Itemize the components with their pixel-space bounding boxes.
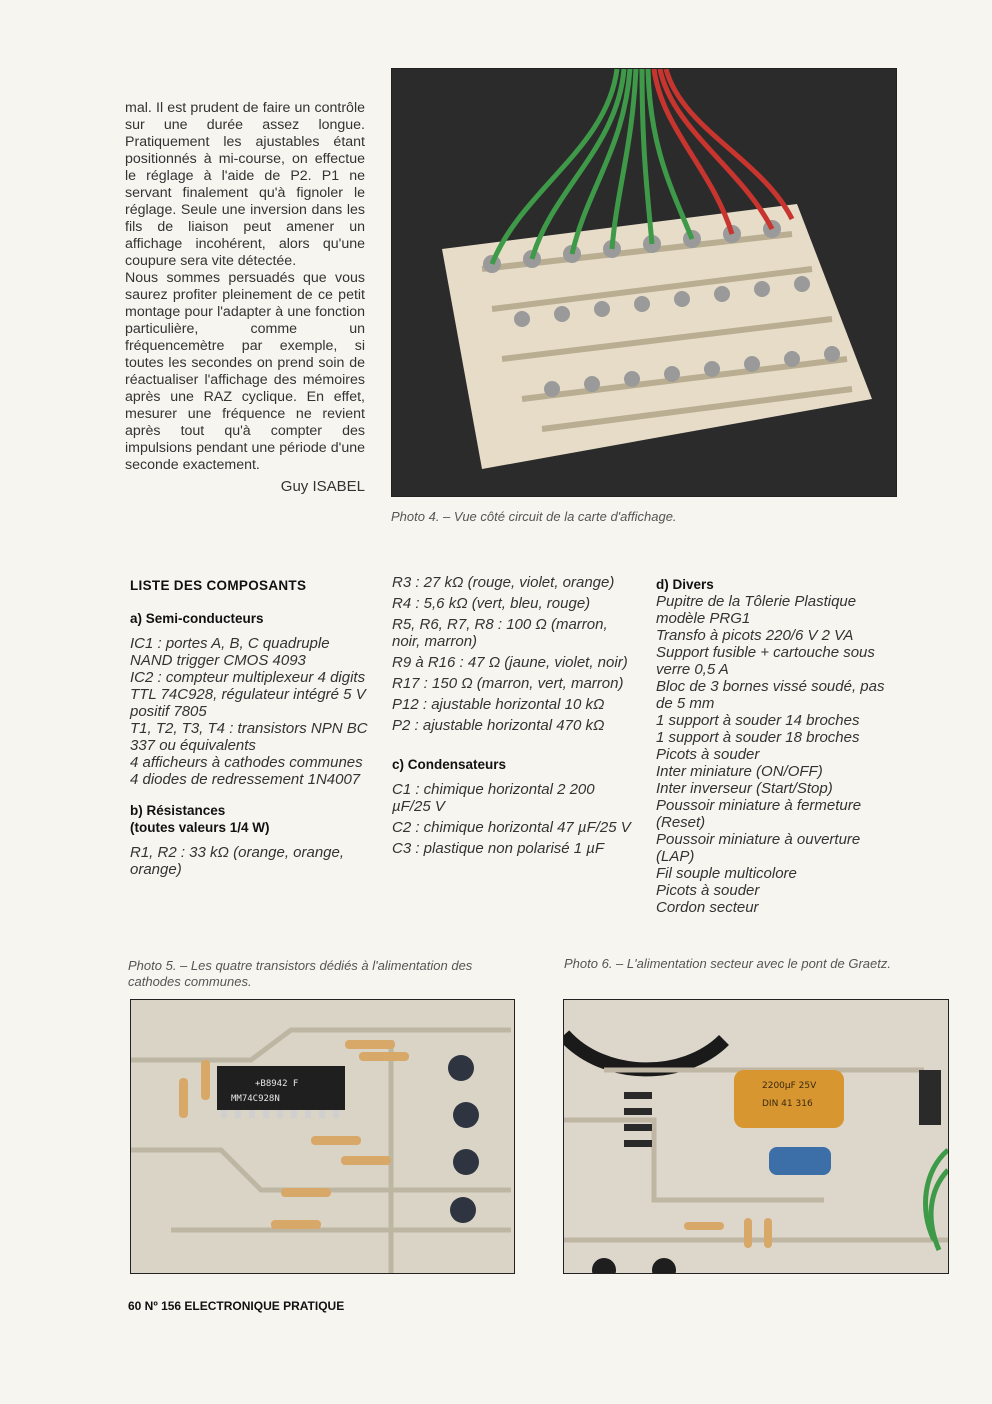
list-item: Cordon secteur — [656, 899, 759, 916]
list-item: R3 : 27 kΩ (rouge, violet, orange) — [392, 574, 615, 591]
list-item: R9 à R16 : 47 Ω (jaune, violet, noir) — [392, 654, 628, 671]
section-a-list — [130, 635, 368, 788]
list-item: R1, R2 : 33 kΩ (orange, orange, orange) — [130, 844, 345, 878]
list-item: R4 : 5,6 kΩ (vert, bleu, rouge) — [392, 595, 591, 612]
photo-6-image — [564, 1000, 948, 1273]
author: Guy ISABEL — [280, 478, 365, 495]
list-item: R5, R6, R7, R8 : 100 Ω (marron, noir, marron) — [392, 616, 608, 650]
components-column-2 — [392, 574, 632, 857]
list-item: Poussoir miniature à ouverture (LAP) — [656, 831, 861, 865]
list-item: Picots à souder — [656, 746, 760, 763]
photo-6 — [563, 999, 949, 1274]
photo-4-image — [392, 69, 896, 496]
list-item: IC2 : compteur multiplexeur 4 digits TTL 74C928, régulateur intégré 5 V positif 7805 — [130, 669, 366, 720]
section-d-list — [656, 593, 898, 916]
photo-6-caption: Photo 6. – L'alimentation secteur avec le pont de Graetz. — [564, 956, 891, 971]
photo-5-image — [131, 1000, 514, 1273]
chip-label-1: +B8942 F — [255, 1079, 299, 1089]
list-item: P12 : ajustable horizontal 10 kΩ — [392, 696, 605, 713]
intro-paragraph-2: Nous sommes persuadés que vous saurez profiter pleinement de ce petit montage pour l'adapter à une fonction particulière, comme un fréquencemètre par exemple, si toutes les secondes on prend soin de réactualiser l'affichage des mémoires après une RAZ cyclique. En effet, mesurer une fréquence ne revient après tout qu'à compter des impulsions pendant une période d'une seconde exactement. — [125, 270, 365, 473]
section-b-title: b) Résistances — [130, 803, 226, 818]
list-item: C2 : chimique horizontal 47 µF/25 V — [392, 819, 631, 836]
list-item: 4 afficheurs à cathodes communes — [130, 754, 363, 771]
list-item: Transfo à picots 220/6 V 2 VA — [656, 627, 854, 644]
list-item: IC1 : portes A, B, C quadruple NAND trigger CMOS 4093 — [130, 635, 330, 669]
list-item: R17 : 150 Ω (marron, vert, marron) — [392, 675, 624, 692]
intro-text — [125, 100, 365, 495]
list-item: P2 : ajustable horizontal 470 kΩ — [392, 717, 605, 734]
photo-5 — [130, 999, 515, 1274]
list-item: 1 support à souder 14 broches — [656, 712, 860, 729]
section-b-subtitle: (toutes valeurs 1/4 W) — [130, 820, 270, 835]
section-b-list-part-1 — [130, 844, 368, 878]
list-item: Picots à souder — [656, 882, 760, 899]
list-item: Inter miniature (ON/OFF) — [656, 763, 823, 780]
photo-4 — [391, 68, 897, 497]
section-d-title: d) Divers — [656, 577, 714, 592]
list-item: Bloc de 3 bornes vissé soudé, pas de 5 mm — [656, 678, 885, 712]
section-c-title: c) Condensateurs — [392, 757, 507, 772]
photo-5-caption: Photo 5. – Les quatre transistors dédiés à l'alimentation des cathodes communes. — [128, 958, 473, 989]
capacitor-label-2: DIN 41 316 — [762, 1099, 813, 1109]
list-item: 1 support à souder 18 broches — [656, 729, 860, 746]
page-footer: 60 Nº 156 ELECTRONIQUE PRATIQUE — [128, 1299, 345, 1313]
list-item: C3 : plastique non polarisé 1 µF — [392, 840, 605, 857]
list-item: C1 : chimique horizontal 2 200 µF/25 V — [392, 781, 595, 815]
list-item: Inter inverseur (Start/Stop) — [656, 780, 833, 797]
list-item: Support fusible + cartouche sous verre 0,5 A — [656, 644, 875, 678]
capacitor-label-1: 2200µF 25V — [762, 1081, 817, 1091]
components-column-1 — [130, 610, 368, 878]
section-c-list — [392, 781, 632, 857]
chip-label-2: MM74C928N — [231, 1094, 280, 1104]
list-item: T1, T2, T3, T4 : transistors NPN BC 337 ou équivalents — [130, 720, 368, 754]
section-a-title: a) Semi-conducteurs — [130, 611, 264, 626]
photo-4-caption: Photo 4. – Vue côté circuit de la carte d'affichage. — [391, 509, 677, 524]
intro-paragraph-1: mal. Il est prudent de faire un contrôle sur une durée assez longue. Pratiquement les ajustables étant positionnés à mi-course, on effectue le réglage à l'aide de P2. P1 ne servant finalement qu'à fignoler le réglage. Seule une inversion dans les fils de liaison peut amener un affichage incohérent, alors qu'une coupure sera vite détectée. — [125, 100, 365, 269]
components-column-3 — [656, 576, 898, 916]
components-title: LISTE DES COMPOSANTS — [130, 578, 307, 593]
list-item: 4 diodes de redressement 1N4007 — [130, 771, 361, 788]
list-item: Fil souple multicolore — [656, 865, 797, 882]
list-item: Poussoir miniature à fermeture (Reset) — [656, 797, 862, 831]
list-item: Pupitre de la Tôlerie Plastique modèle PRG1 — [656, 593, 857, 627]
section-b-list-part-2 — [392, 574, 632, 734]
